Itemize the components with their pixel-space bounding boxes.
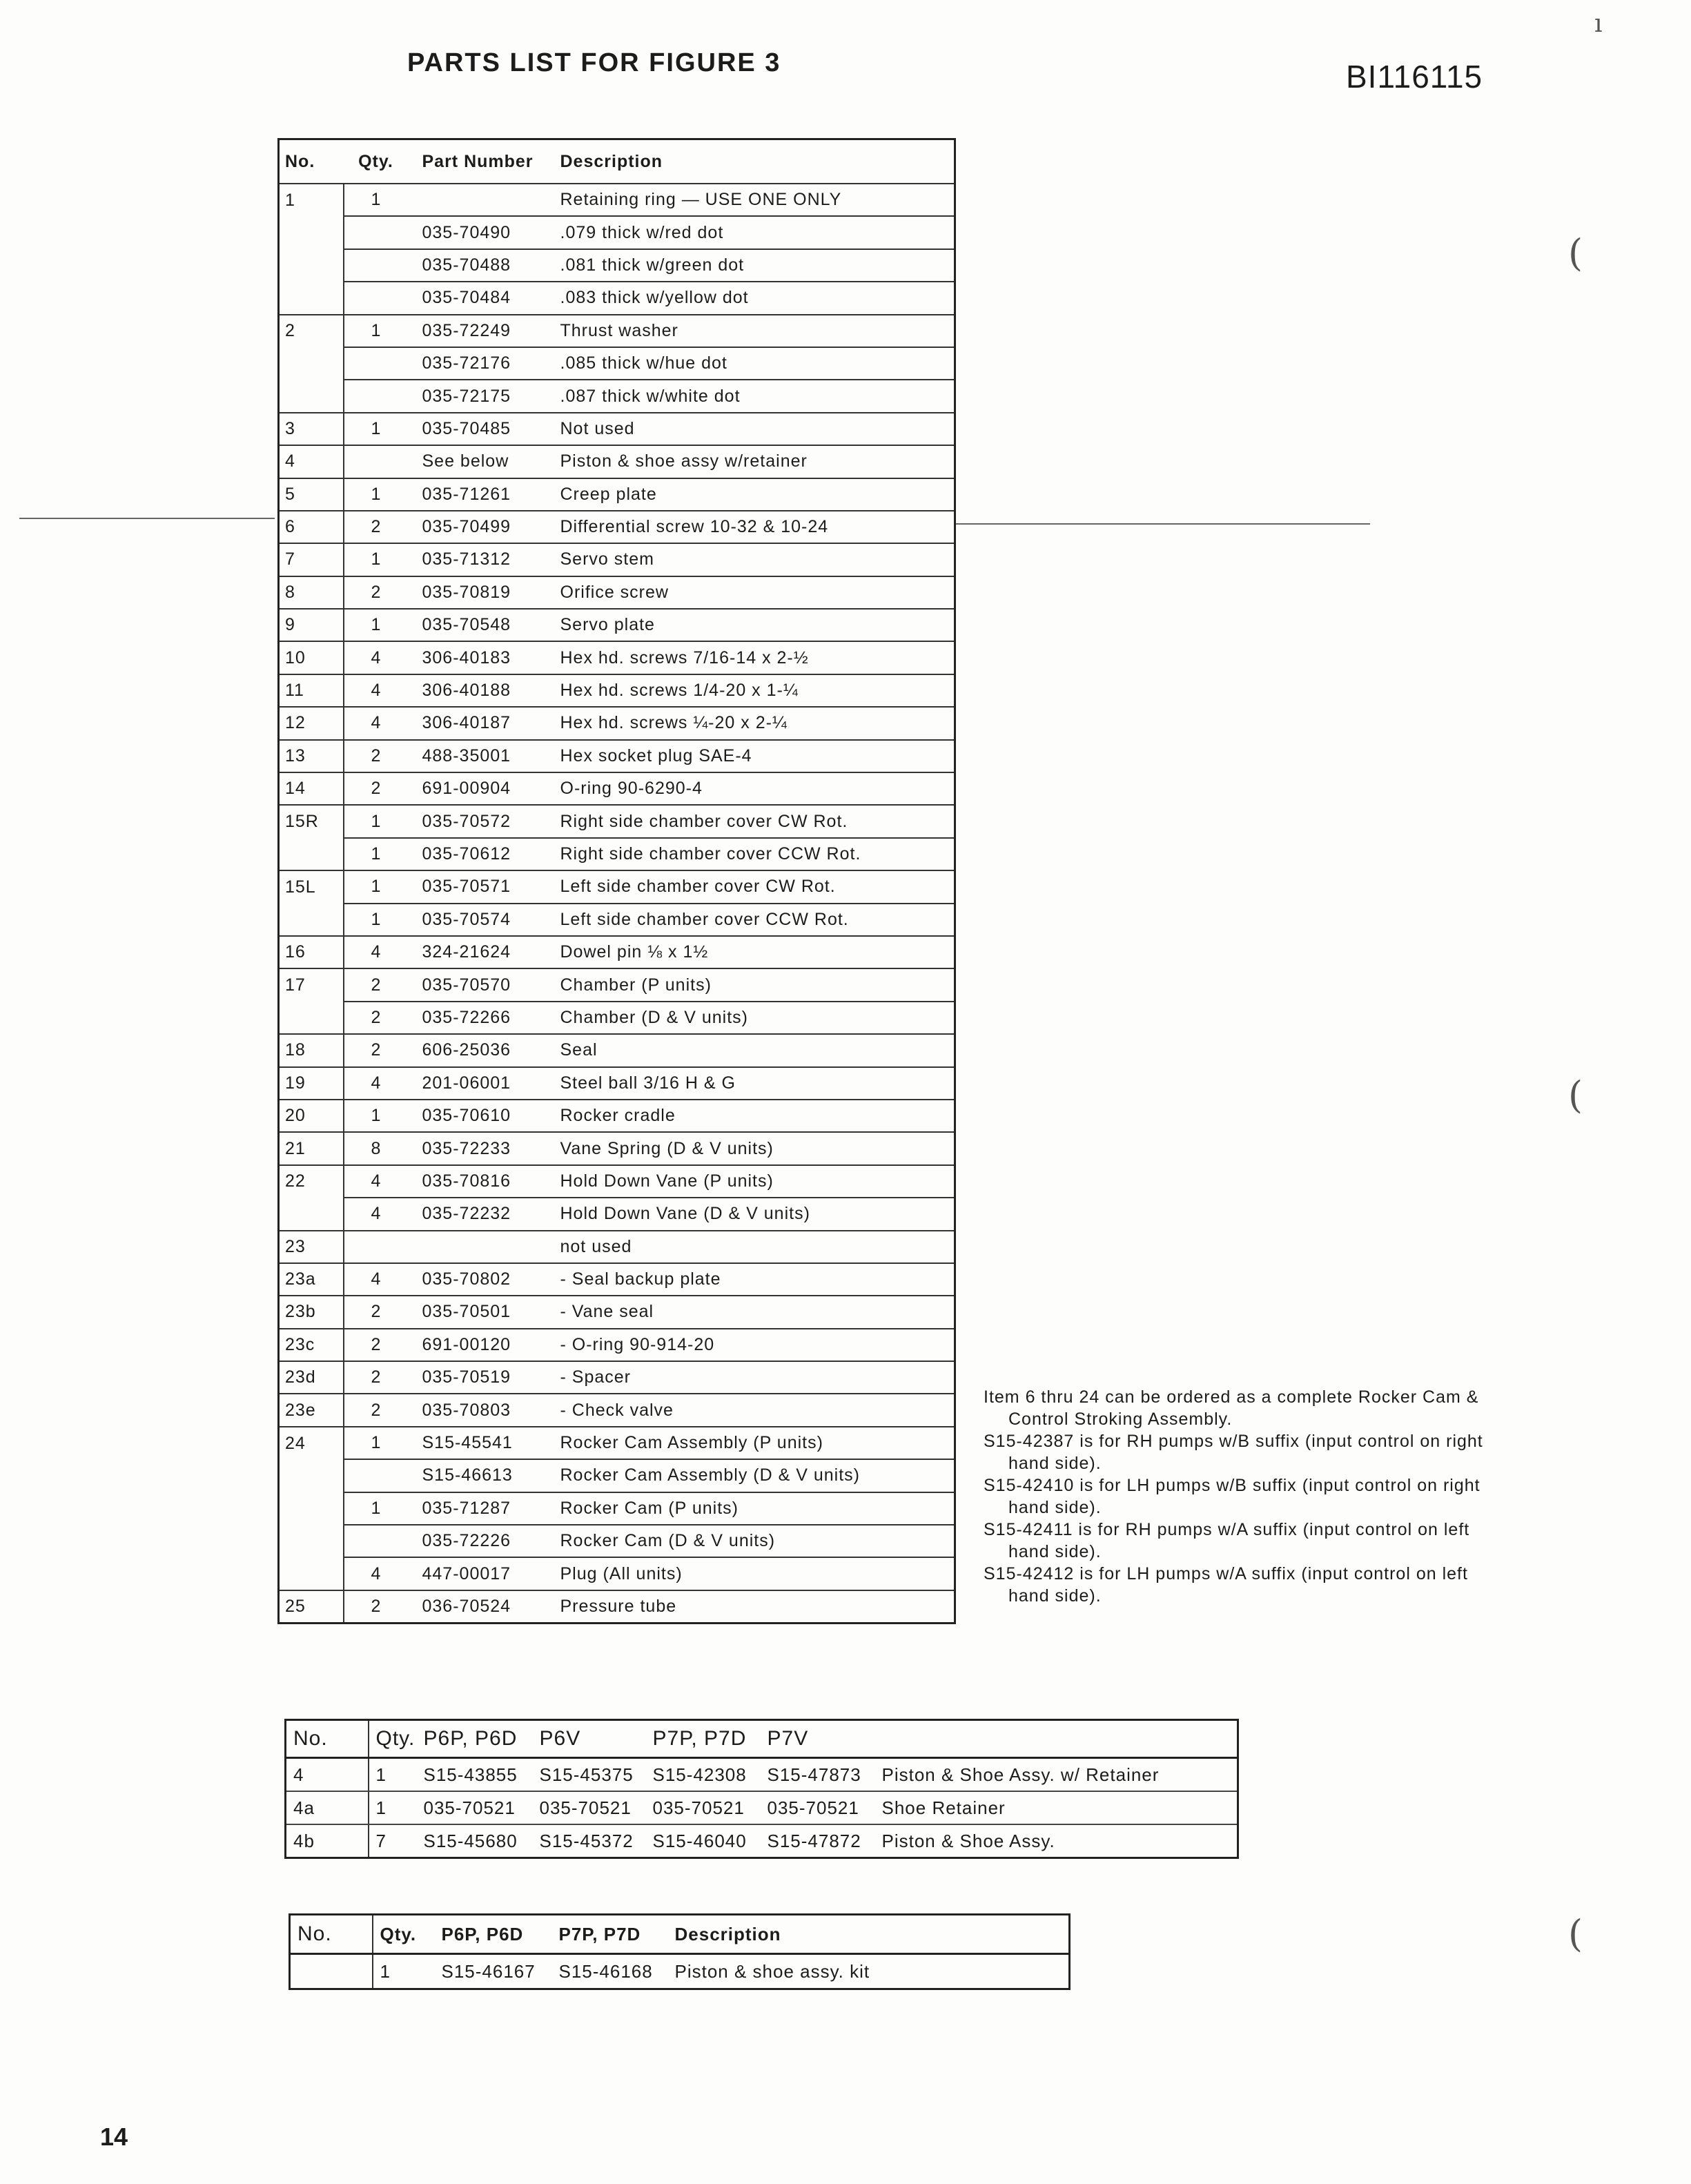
part-number: 035-70574	[409, 904, 554, 936]
part-quantity	[344, 347, 409, 380]
piston-table-cell: 035-70521	[761, 1791, 875, 1824]
kit-table-cell: S15-46168	[558, 1960, 653, 1982]
part-item-number: 23b	[279, 1296, 344, 1328]
part-number	[409, 184, 554, 216]
part-quantity: 1	[344, 1100, 409, 1132]
part-description: Right side chamber cover CCW Rot.	[554, 838, 955, 870]
part-item-number: 15L	[279, 870, 344, 903]
parts-table-row	[279, 707, 955, 739]
part-description: Rocker Cam Assembly (P units)	[554, 1427, 955, 1459]
piston-assembly-table	[284, 1719, 1239, 1859]
piston-table-cell: 1	[369, 1791, 417, 1824]
parts-table-header-row	[279, 139, 955, 184]
part-number: 691-00904	[409, 772, 554, 805]
kit-table-body	[290, 1954, 1070, 1989]
part-item-number	[279, 216, 344, 248]
part-number: 035-72175	[409, 380, 554, 412]
part-description: Left side chamber cover CCW Rot.	[554, 904, 955, 936]
part-item-number: 23e	[279, 1394, 344, 1426]
piston-table-body	[286, 1758, 1238, 1858]
piston-table-cell: S15-45372	[533, 1824, 646, 1858]
part-number: 488-35001	[409, 740, 554, 772]
part-description: - Vane seal	[554, 1296, 955, 1328]
part-item-number	[279, 1198, 344, 1230]
piston-table-cell: S15-43855	[417, 1758, 533, 1792]
part-item-number: 25	[279, 1590, 344, 1624]
part-description: Chamber (P units)	[554, 968, 955, 1001]
part-description: Hex hd. screws 7/16-14 x 2-½	[554, 641, 955, 674]
part-description: .081 thick w/green dot	[554, 249, 955, 282]
binder-hole-mark: (	[1568, 1073, 1583, 1117]
part-quantity: 1	[344, 1427, 409, 1459]
part-number: 035-70484	[409, 282, 554, 314]
part-number: S15-46613	[409, 1459, 554, 1492]
part-description: Hex socket plug SAE-4	[554, 740, 955, 772]
part-number: 035-70501	[409, 1296, 554, 1328]
header-no: No.	[279, 139, 344, 184]
piston-table-cell: 7	[369, 1824, 417, 1858]
part-description: Thrust washer	[554, 315, 955, 347]
part-number: 035-70488	[409, 249, 554, 282]
parts-table-row	[279, 1165, 955, 1198]
assembly-note	[984, 1386, 1494, 1607]
piston-table-cell: Piston & Shoe Assy.	[875, 1824, 1238, 1858]
part-number: 035-72176	[409, 347, 554, 380]
part-item-number: 8	[279, 576, 344, 609]
part-quantity: 1	[344, 315, 409, 347]
part-quantity: 2	[344, 576, 409, 609]
piston-table-cell: 4b	[286, 1824, 369, 1858]
header-description: Description	[554, 139, 955, 184]
parts-table-row	[279, 1100, 955, 1132]
part-item-number	[279, 838, 344, 870]
parts-table-row	[279, 936, 955, 968]
part-number: 035-70490	[409, 216, 554, 248]
piston-table-cell: 035-70521	[417, 1791, 533, 1824]
part-item-number: 21	[279, 1132, 344, 1164]
header-part-number: Part Number	[409, 139, 554, 184]
part-description: Servo stem	[554, 543, 955, 576]
piston-kit-table	[289, 1913, 1071, 1990]
part-number: 324-21624	[409, 936, 554, 968]
part-quantity	[344, 1231, 409, 1263]
part-quantity: 1	[344, 870, 409, 903]
piston-table-cell: S15-45375	[533, 1758, 646, 1792]
part-item-number: 13	[279, 740, 344, 772]
part-description: - O-ring 90-914-20	[554, 1329, 955, 1361]
part-quantity: 4	[344, 674, 409, 707]
parts-table-row	[279, 1427, 955, 1459]
part-item-number: 18	[279, 1034, 344, 1066]
piston-table-cell: Shoe Retainer	[875, 1791, 1238, 1824]
parts-table-row	[279, 1231, 955, 1263]
part-number: 306-40188	[409, 674, 554, 707]
part-number: 035-70548	[409, 609, 554, 641]
part-description: Rocker Cam (D & V units)	[554, 1525, 955, 1557]
kit-table-header-row	[290, 1915, 1070, 1954]
part-quantity: 2	[344, 968, 409, 1001]
part-quantity: 4	[344, 707, 409, 739]
parts-table-row	[279, 347, 955, 380]
piston-table-cell: S15-45680	[417, 1824, 533, 1858]
part-number: 035-72249	[409, 315, 554, 347]
part-description: Vane Spring (D & V units)	[554, 1132, 955, 1164]
part-quantity: 1	[344, 184, 409, 216]
part-number: 035-70802	[409, 1263, 554, 1296]
part-description: - Spacer	[554, 1361, 955, 1394]
parts-table-row	[279, 1296, 955, 1328]
part-description: Hold Down Vane (D & V units)	[554, 1198, 955, 1230]
kit-table-cell: 1	[380, 1960, 391, 1982]
parts-table-row	[279, 282, 955, 314]
part-quantity: 2	[344, 511, 409, 543]
kit-table-cell: S15-46167	[441, 1960, 536, 1982]
binder-hole-mark: (	[1568, 1912, 1583, 1956]
kit-table-header-cell: P7P, P7D	[552, 1915, 668, 1954]
part-quantity: 4	[344, 936, 409, 968]
part-quantity	[344, 1459, 409, 1492]
part-description: O-ring 90-6290-4	[554, 772, 955, 805]
part-quantity	[344, 249, 409, 282]
parts-table-row	[279, 315, 955, 347]
part-number: 606-25036	[409, 1034, 554, 1066]
parts-table-row	[279, 511, 955, 543]
piston-table-cell: S15-46040	[646, 1824, 761, 1858]
parts-table-row	[279, 1002, 955, 1034]
part-number: 035-70803	[409, 1394, 554, 1426]
part-quantity	[344, 1525, 409, 1557]
part-number: 036-70524	[409, 1590, 554, 1624]
part-item-number	[279, 1459, 344, 1492]
parts-table-row	[279, 641, 955, 674]
part-description: Pressure tube	[554, 1590, 955, 1624]
parts-table-row	[279, 1329, 955, 1361]
part-item-number	[279, 282, 344, 314]
note-line: S15-42387 is for RH pumps w/B suffix (input control on right hand side).	[984, 1432, 1483, 1473]
parts-table-row	[279, 609, 955, 641]
part-quantity: 1	[344, 609, 409, 641]
part-item-number: 22	[279, 1165, 344, 1198]
part-item-number	[279, 1492, 344, 1525]
part-description: not used	[554, 1231, 955, 1263]
piston-table-cell: 4a	[286, 1791, 369, 1824]
part-description: Dowel pin ⅛ x 1½	[554, 936, 955, 968]
part-quantity	[344, 282, 409, 314]
part-number: 306-40187	[409, 707, 554, 739]
part-item-number: 4	[279, 445, 344, 478]
part-number: See below	[409, 445, 554, 478]
kit-table-row	[290, 1954, 1070, 1989]
part-description: Servo plate	[554, 609, 955, 641]
piston-table-row	[286, 1758, 1238, 1792]
part-item-number: 9	[279, 609, 344, 641]
part-quantity: 1	[344, 413, 409, 445]
part-item-number: 15R	[279, 805, 344, 837]
piston-table-header-cell: P7V	[761, 1720, 875, 1758]
part-description: Rocker Cam (P units)	[554, 1492, 955, 1525]
piston-table-cell: S15-47873	[761, 1758, 875, 1792]
page-title: PARTS LIST FOR FIGURE 3	[407, 48, 781, 77]
parts-table	[277, 138, 956, 1624]
parts-table-row	[279, 904, 955, 936]
part-number: 035-71312	[409, 543, 554, 576]
part-item-number	[279, 1557, 344, 1590]
part-item-number: 1	[279, 184, 344, 216]
part-description: Not used	[554, 413, 955, 445]
part-quantity	[344, 445, 409, 478]
part-item-number: 23d	[279, 1361, 344, 1394]
part-quantity: 2	[344, 1296, 409, 1328]
part-description: Retaining ring — USE ONE ONLY	[554, 184, 955, 216]
part-number: 035-70816	[409, 1165, 554, 1198]
part-item-number: 24	[279, 1427, 344, 1459]
piston-table-cell: 035-70521	[646, 1791, 761, 1824]
part-description: - Seal backup plate	[554, 1263, 955, 1296]
note-line: Item 6 thru 24 can be ordered as a complete Rocker Cam & Control Stroking Assembly.	[984, 1387, 1479, 1429]
part-description: Orifice screw	[554, 576, 955, 609]
part-description: Hex hd. screws ¼-20 x 2-¼	[554, 707, 955, 739]
part-number: 035-70570	[409, 968, 554, 1001]
parts-table-row	[279, 380, 955, 412]
note-line: S15-42411 is for RH pumps w/A suffix (input control on left hand side).	[984, 1520, 1470, 1561]
part-description: .079 thick w/red dot	[554, 216, 955, 248]
parts-table-row	[279, 1394, 955, 1426]
part-description: Plug (All units)	[554, 1557, 955, 1590]
part-item-number	[279, 347, 344, 380]
part-number: 035-71261	[409, 478, 554, 511]
part-number: 035-70610	[409, 1100, 554, 1132]
parts-table-row	[279, 1492, 955, 1525]
part-number: 035-70572	[409, 805, 554, 837]
part-number	[409, 1231, 554, 1263]
piston-table-header-cell	[875, 1720, 1238, 1758]
parts-table-row	[279, 413, 955, 445]
part-quantity: 4	[344, 1557, 409, 1590]
part-quantity: 4	[344, 1165, 409, 1198]
part-number: 306-40183	[409, 641, 554, 674]
part-quantity: 2	[344, 1034, 409, 1066]
parts-table-row	[279, 740, 955, 772]
part-number: 035-70612	[409, 838, 554, 870]
piston-table-cell: 1	[369, 1758, 417, 1792]
part-item-number	[279, 380, 344, 412]
part-description: Right side chamber cover CW Rot.	[554, 805, 955, 837]
part-description: Creep plate	[554, 478, 955, 511]
part-quantity: 4	[344, 1067, 409, 1100]
parts-table-row	[279, 478, 955, 511]
binder-hole-mark: (	[1568, 231, 1583, 275]
part-item-number: 23a	[279, 1263, 344, 1296]
part-quantity: 1	[344, 904, 409, 936]
part-item-number: 6	[279, 511, 344, 543]
part-item-number: 19	[279, 1067, 344, 1100]
parts-table-row	[279, 1557, 955, 1590]
part-number: 035-72266	[409, 1002, 554, 1034]
parts-table-row	[279, 1590, 955, 1624]
part-quantity: 2	[344, 1002, 409, 1034]
parts-table-row	[279, 772, 955, 805]
part-quantity: 1	[344, 478, 409, 511]
parts-table-row	[279, 1198, 955, 1230]
part-quantity: 1	[344, 543, 409, 576]
part-number: 035-72232	[409, 1198, 554, 1230]
kit-table-header-cell: No.	[290, 1915, 373, 1954]
parts-table-row	[279, 249, 955, 282]
part-number: 035-71287	[409, 1492, 554, 1525]
part-quantity: 4	[344, 641, 409, 674]
parts-table-row	[279, 1034, 955, 1066]
part-number: 035-70485	[409, 413, 554, 445]
part-description: Rocker cradle	[554, 1100, 955, 1132]
parts-table-row	[279, 1525, 955, 1557]
parts-table-row	[279, 1067, 955, 1100]
part-description: .085 thick w/hue dot	[554, 347, 955, 380]
part-item-number: 10	[279, 641, 344, 674]
piston-table-header-cell: P6P, P6D	[417, 1720, 533, 1758]
part-item-number: 23	[279, 1231, 344, 1263]
piston-table-cell: S15-42308	[646, 1758, 761, 1792]
scan-line	[956, 523, 1370, 525]
part-description: Rocker Cam Assembly (D & V units)	[554, 1459, 955, 1492]
piston-table-row	[286, 1824, 1238, 1858]
part-description: Piston & shoe assy w/retainer	[554, 445, 955, 478]
part-number: 035-72226	[409, 1525, 554, 1557]
kit-table-header-cell: Description	[668, 1915, 1070, 1954]
part-item-number: 16	[279, 936, 344, 968]
part-item-number	[279, 904, 344, 936]
parts-table-row	[279, 838, 955, 870]
parts-table-row	[279, 1459, 955, 1492]
part-description: Seal	[554, 1034, 955, 1066]
parts-table-row	[279, 674, 955, 707]
parts-table-row	[279, 805, 955, 837]
part-quantity: 1	[344, 805, 409, 837]
piston-table-header-row	[286, 1720, 1238, 1758]
piston-table-cell: 4	[286, 1758, 369, 1792]
piston-table-cell: 035-70521	[533, 1791, 646, 1824]
part-description: Steel ball 3/16 H & G	[554, 1067, 955, 1100]
part-item-number: 23c	[279, 1329, 344, 1361]
piston-table-row	[286, 1791, 1238, 1824]
part-description: - Check valve	[554, 1394, 955, 1426]
part-number: 201-06001	[409, 1067, 554, 1100]
piston-table-header-cell: P6V	[533, 1720, 646, 1758]
document-id: BI116115	[1346, 59, 1483, 95]
part-quantity: 4	[344, 1263, 409, 1296]
part-number: S15-45541	[409, 1427, 554, 1459]
part-item-number	[279, 1525, 344, 1557]
part-number: 035-70499	[409, 511, 554, 543]
parts-table-body	[279, 184, 955, 1624]
part-quantity: 2	[344, 1394, 409, 1426]
part-description: Chamber (D & V units)	[554, 1002, 955, 1034]
part-item-number: 2	[279, 315, 344, 347]
part-item-number	[279, 1002, 344, 1034]
part-quantity: 1	[344, 1492, 409, 1525]
part-item-number: 3	[279, 413, 344, 445]
part-item-number: 7	[279, 543, 344, 576]
piston-table-header-cell: Qty.	[369, 1720, 417, 1758]
part-quantity: 2	[344, 1329, 409, 1361]
part-item-number: 20	[279, 1100, 344, 1132]
kit-table-header-cell: Qty.	[373, 1915, 435, 1954]
part-quantity: 2	[344, 772, 409, 805]
parts-table-row	[279, 1361, 955, 1394]
part-description: .087 thick w/white dot	[554, 380, 955, 412]
part-number: 035-72233	[409, 1132, 554, 1164]
kit-table-cell	[290, 1954, 373, 1989]
part-number: 035-70819	[409, 576, 554, 609]
part-item-number: 12	[279, 707, 344, 739]
scan-line	[19, 518, 275, 519]
parts-table-row	[279, 216, 955, 248]
part-item-number: 17	[279, 968, 344, 1001]
part-description: Differential screw 10-32 & 10-24	[554, 511, 955, 543]
part-description: Hex hd. screws 1/4-20 x 1-¼	[554, 674, 955, 707]
part-number: 691-00120	[409, 1329, 554, 1361]
header-qty: Qty.	[344, 139, 409, 184]
part-quantity	[344, 216, 409, 248]
part-quantity: 2	[344, 1590, 409, 1624]
parts-table-row	[279, 543, 955, 576]
piston-table-cell: Piston & Shoe Assy. w/ Retainer	[875, 1758, 1238, 1792]
part-item-number: 5	[279, 478, 344, 511]
scan-mark: ı	[1594, 10, 1603, 38]
part-description: Left side chamber cover CW Rot.	[554, 870, 955, 903]
part-description: Hold Down Vane (P units)	[554, 1165, 955, 1198]
part-number: 447-00017	[409, 1557, 554, 1590]
part-quantity: 2	[344, 1361, 409, 1394]
part-item-number: 11	[279, 674, 344, 707]
parts-table-row	[279, 184, 955, 216]
note-line: S15-42412 is for LH pumps w/A suffix (input control on left hand side).	[984, 1564, 1468, 1606]
note-line: S15-42410 is for LH pumps w/B suffix (input control on right hand side).	[984, 1476, 1480, 1517]
page-number: 14	[100, 2123, 128, 2151]
part-quantity: 8	[344, 1132, 409, 1164]
parts-table-row	[279, 870, 955, 903]
part-item-number	[279, 249, 344, 282]
part-number: 035-70519	[409, 1361, 554, 1394]
part-number: 035-70571	[409, 870, 554, 903]
parts-table-row	[279, 968, 955, 1001]
part-quantity	[344, 380, 409, 412]
parts-table-row	[279, 576, 955, 609]
parts-table-row	[279, 1263, 955, 1296]
part-quantity: 1	[344, 838, 409, 870]
part-description: .083 thick w/yellow dot	[554, 282, 955, 314]
part-quantity: 4	[344, 1198, 409, 1230]
part-item-number: 14	[279, 772, 344, 805]
kit-table-cell: Piston & shoe assy. kit	[674, 1960, 870, 1982]
part-quantity: 2	[344, 740, 409, 772]
kit-table-header-cell: P6P, P6D	[435, 1915, 552, 1954]
piston-table-cell: S15-47872	[761, 1824, 875, 1858]
parts-table-row	[279, 445, 955, 478]
piston-table-header-cell: No.	[286, 1720, 369, 1758]
parts-table-row	[279, 1132, 955, 1164]
piston-table-header-cell: P7P, P7D	[646, 1720, 761, 1758]
